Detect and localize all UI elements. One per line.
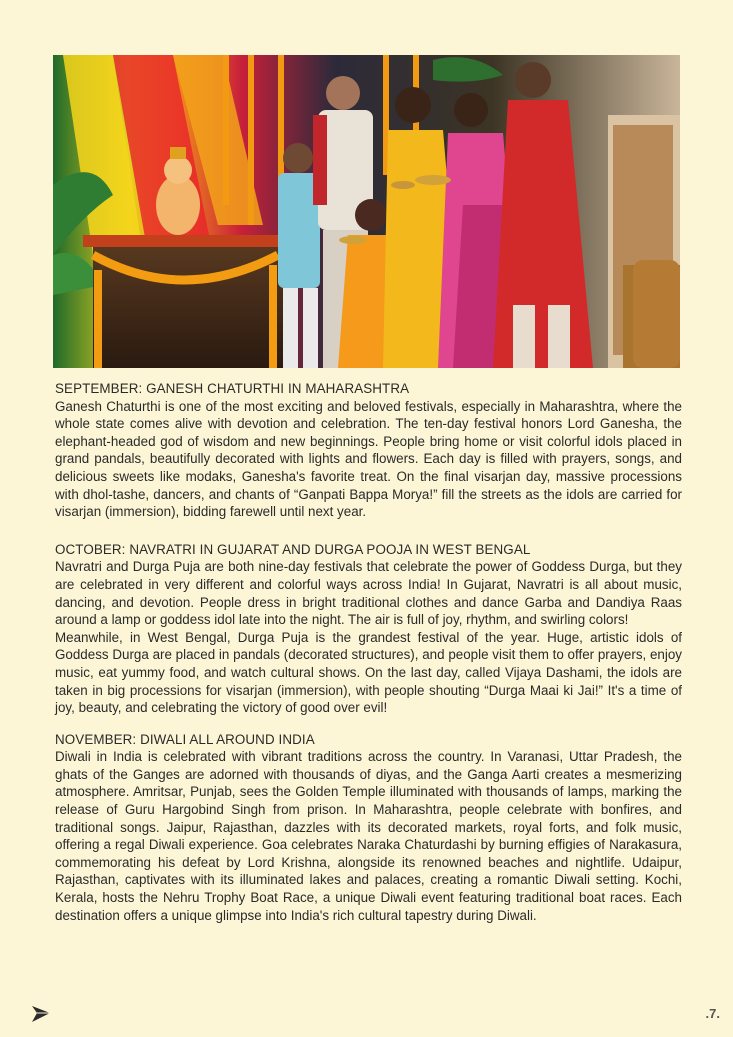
section-heading: NOVEMBER: DIWALI ALL AROUND INDIA <box>55 731 315 747</box>
section-paragraph: Diwali in India is celebrated with vibrant traditions across the country. In Varanasi, Uttar Pradesh, the ghats of the Ganges are adorned with thousands of diyas, and the Ganga Aarti creates a mesmerizing atmosphere. Amritsar, Punjab, sees the Golden Temple illuminated with thousands of lamps, marking the release of Guru Hargobind Singh from prison. In Maharashtra, people celebrate with bonfires, and traditional songs. Jaipur, Rajasthan, dazzles with its decorated markets, royal forts, and folk music, offering a regal Diwali experience. Goa celebrates Naraka Chaturdashi by burning effigies of Narakasura, commemorating his defeat by Lord Krishna, alongside its renowned beaches and nightlife. Udaipur, Rajasthan, captivates with its illuminated lakes and palaces, creating a romantic Diwali setting. Kochi, Kerala, hosts the Nehru Trophy Boat Race, a unique Diwali event featuring traditional boat races. Each destination offers a unique glimpse into India's rich cultural tapestry during Diwali. <box>55 749 682 923</box>
section-paragraph: Ganesh Chaturthi is one of the most exciting and beloved festivals, especially in Maharashtra, where the whole state comes alive with devotion and celebration. The ten-day festival honors Lord Ganesha, the elephant-headed god of wisdom and new beginnings. People bring home or visit colorful idols placed in grand pandals, beautifully decorated with lights and flowers. Each day is filled with prayers, songs, and delicious sweets like modaks, Ganesha's favorite treat. On the final visarjan day, massive processions with dhol-tashe, dancers, and chants of “Ganpati Bappa Morya!” fill the streets as the idols are carried for visarjan (immersion), bidding farewell until next year. <box>55 398 682 520</box>
section-paragraph: Meanwhile, in West Bengal, Durga Puja is the grandest festival of the year. Huge, artistic idols of Goddess Durga are placed in pandals (decorated structures), and people visit them to offer prayers, enjoy music, eat yummy food, and watch cultural shows. On the last day, called Vijaya Dashami, the idols are taken in big processions for visarjan (immersion), with people shouting “Durga Maai ki Jai!” It's a time of joy, beauty, and celebrating the victory of good over evil! <box>55 629 682 716</box>
section-heading: OCTOBER: NAVRATRI IN GUJARAT AND DURGA POOJA IN WEST BENGAL <box>55 541 531 557</box>
section-heading: SEPTEMBER: GANESH CHATURTHI IN MAHARASHTRA <box>55 381 410 396</box>
section-paragraph: Navratri and Durga Puja are both nine-day festivals that celebrate the power of Goddess Durga, but they are celebrated in very different and colorful ways across India! In Gujarat, Navratri is all about music, dancing, and devotion. People dress in bright traditional clothes and dance Garba and Dandiya Raas around a lamp or goddess idol late into the night. The air is full of joy, rhythm, and swirling colors! <box>55 559 682 628</box>
publisher-logo-icon <box>30 1002 52 1024</box>
festival-photo <box>53 55 680 368</box>
article-body <box>55 380 682 932</box>
section-september <box>55 380 682 521</box>
page-number: .7. <box>705 1006 720 1021</box>
section-november <box>55 731 682 925</box>
section-october <box>55 541 682 717</box>
